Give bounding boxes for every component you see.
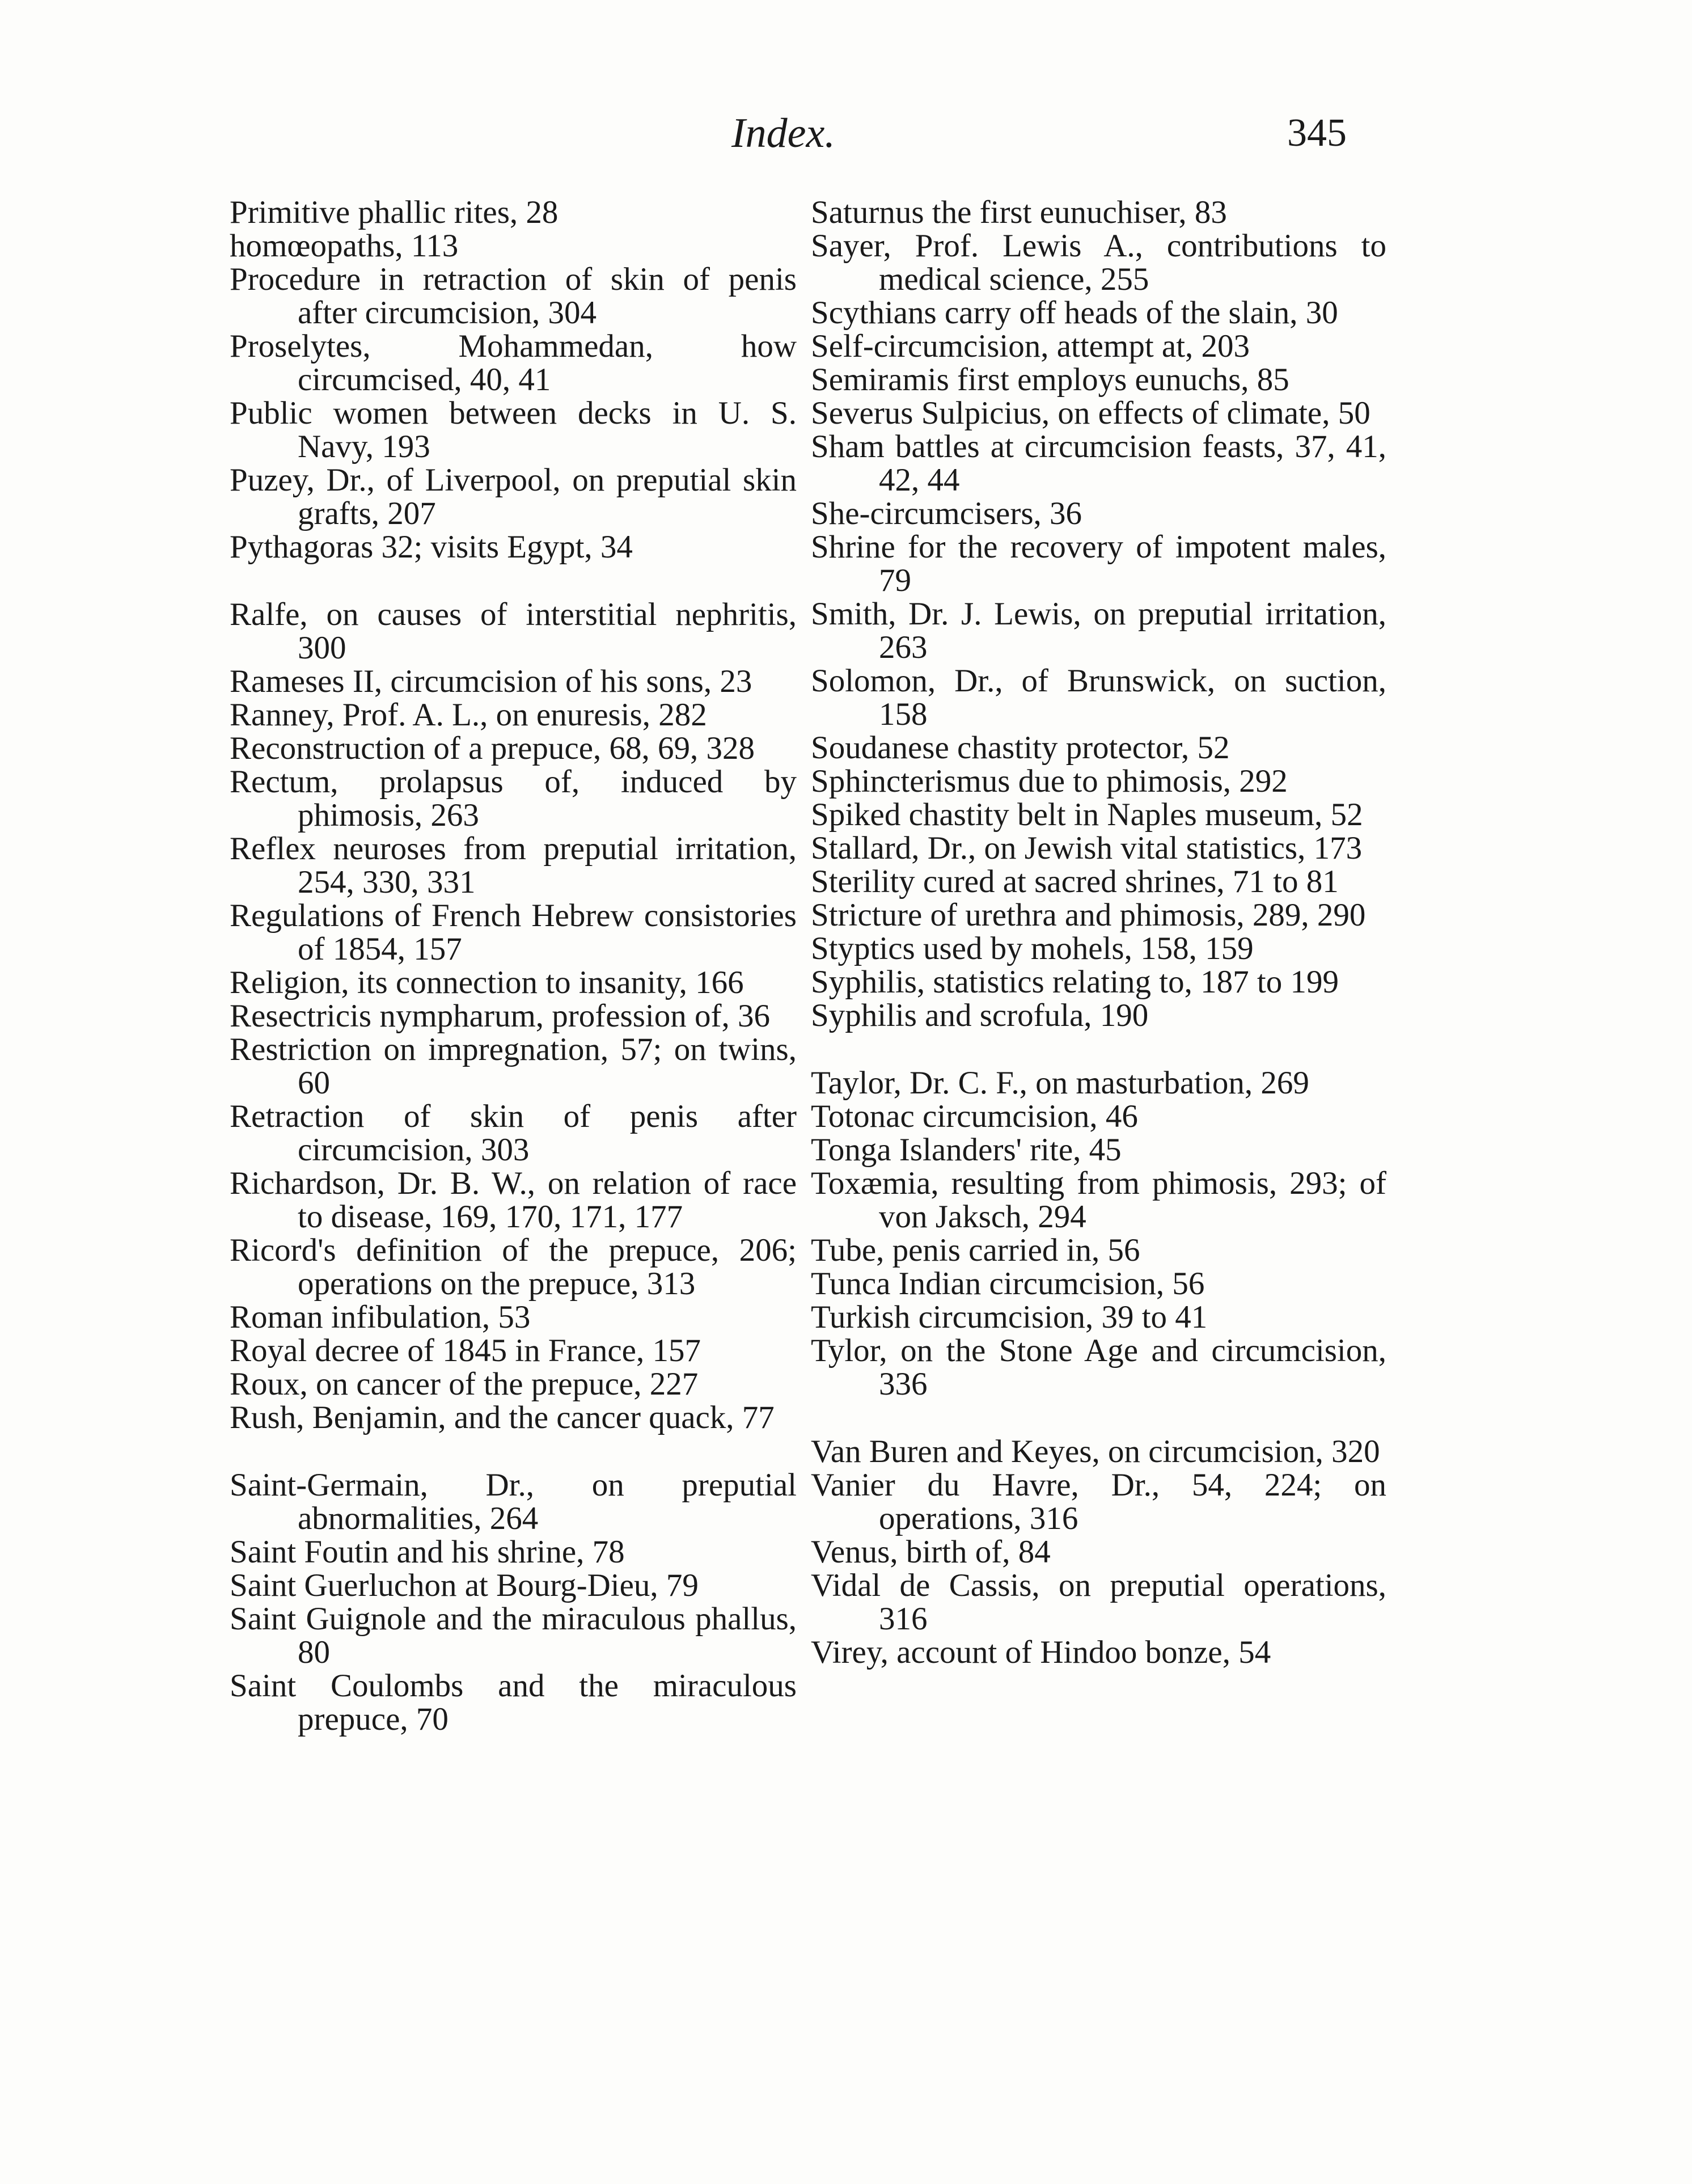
index-entry: Rectum, prolapsus of, induced by phimosis, 263 [230, 764, 797, 833]
index-entry: Self-circumcision, attempt at, 203 [811, 328, 1250, 364]
index-entry: Roman infibulation, 53 [230, 1299, 531, 1335]
index-entry: Puzey, Dr., of Liverpool, on preputial skin grafts, 207 [230, 462, 797, 531]
index-entry: Saint Guerluchon at Bourg-Dieu, 79 [230, 1568, 699, 1603]
index-entry: Tonga Islanders' rite, 45 [811, 1132, 1122, 1168]
index-entry: Proselytes, Mohammedan, how circumcised, 40, 41 [230, 328, 797, 398]
index-entry: Restriction on impregnation, 57; on twins, 60 [230, 1032, 797, 1101]
index-entry: Scythians carry off heads of the slain, 30 [811, 295, 1338, 331]
index-letter-group [230, 1468, 797, 1736]
index-entry: Ralfe, on causes of interstitial nephritis, 300 [230, 597, 797, 666]
index-entry: Shrine for the recovery of impotent males, 79 [811, 529, 1386, 598]
index-entry: Pythagoras 32; visits Egypt, 34 [230, 529, 633, 565]
index-entry: Royal decree of 1845 in France, 157 [230, 1333, 701, 1368]
index-entry: homœopaths, 113 [230, 228, 459, 264]
index-entry: Resectricis nympharum, profession of, 36 [230, 998, 770, 1034]
index-entry: Turkish circumcision, 39 to 41 [811, 1299, 1208, 1335]
index-right-column [811, 196, 1386, 1669]
index-entry: Saint Coulombs and the miraculous prepuce, 70 [230, 1668, 797, 1737]
index-entry: Procedure in retraction of skin of penis after circumcision, 304 [230, 261, 797, 331]
running-head [0, 108, 1692, 159]
index-entry: Totonac circumcision, 46 [811, 1099, 1138, 1134]
index-entry: Stallard, Dr., on Jewish vital statistics, 173 [811, 830, 1363, 866]
index-letter-group [811, 196, 1386, 1032]
index-left-column [230, 196, 797, 1736]
index-letter-group [811, 1435, 1386, 1669]
index-entry: Semiramis first employs eunuchs, 85 [811, 362, 1289, 398]
index-entry: Sterility cured at sacred shrines, 71 to 81 [811, 864, 1339, 899]
index-entry: Rush, Benjamin, and the cancer quack, 77 [230, 1400, 775, 1435]
index-entry: Religion, its connection to insanity, 166 [230, 965, 744, 1000]
index-entry: Tunca Indian circumcision, 56 [811, 1266, 1205, 1302]
index-entry: Ranney, Prof. A. L., on enuresis, 282 [230, 697, 707, 733]
index-entry: Solomon, Dr., of Brunswick, on suction, 158 [811, 663, 1386, 732]
index-entry: She-circumcisers, 36 [811, 496, 1082, 531]
index-entry: Public women between decks in U. S. Navy, 193 [230, 395, 797, 464]
index-entry: Vidal de Cassis, on preputial operations, 316 [811, 1568, 1386, 1637]
index-entry: Spiked chastity belt in Naples museum, 52 [811, 797, 1363, 833]
index-entry: Retraction of skin of penis after circumcision, 303 [230, 1099, 797, 1168]
index-entry: Severus Sulpicius, on effects of climate, 50 [811, 395, 1370, 431]
index-entry: Saint Guignole and the miraculous phallus, 80 [230, 1601, 797, 1670]
index-entry: Sayer, Prof. Lewis A., contributions to medical science, 255 [811, 228, 1386, 297]
index-entry: Vanier du Havre, Dr., 54, 224; on operations, 316 [811, 1467, 1386, 1536]
index-entry: Stricture of urethra and phimosis, 289, 290 [811, 897, 1366, 933]
index-entry: Styptics used by mohels, 158, 159 [811, 931, 1254, 966]
index-entry: Sphincterismus due to phimosis, 292 [811, 763, 1288, 799]
index-entry: Saint-Germain, Dr., on preputial abnormalities, 264 [230, 1467, 797, 1536]
index-entry: Virey, account of Hindoo bonze, 54 [811, 1634, 1271, 1670]
index-entry: Venus, birth of, 84 [811, 1534, 1051, 1570]
page-number: 345 [1287, 111, 1347, 155]
index-entry: Sham battles at circumcision feasts, 37, 41, 42, 44 [811, 429, 1386, 498]
index-entry: Toxæmia, resulting from phimosis, 293; of von Jaksch, 294 [811, 1165, 1386, 1235]
index-entry: Regulations of French Hebrew consistories of 1854, 157 [230, 898, 797, 967]
index-letter-group [230, 196, 797, 564]
index-entry: Saint Foutin and his shrine, 78 [230, 1534, 625, 1570]
index-entry: Richardson, Dr. B. W., on relation of race to disease, 169, 170, 171, 177 [230, 1165, 797, 1235]
index-entry: Reconstruction of a prepuce, 68, 69, 328 [230, 730, 755, 766]
index-entry: Soudanese chastity protector, 52 [811, 730, 1230, 766]
index-entry: Tube, penis carried in, 56 [811, 1232, 1140, 1268]
index-letter-group [811, 1066, 1386, 1401]
index-entry: Syphilis and scrofula, 190 [811, 998, 1149, 1033]
index-entry: Saturnus the first eunuchiser, 83 [811, 195, 1227, 230]
index-entry: Taylor, Dr. C. F., on masturbation, 269 [811, 1065, 1309, 1101]
index-entry: Rameses II, circumcision of his sons, 23 [230, 664, 752, 699]
index-entry: Syphilis, statistics relating to, 187 to 199 [811, 964, 1339, 1000]
index-entry: Roux, on cancer of the prepuce, 227 [230, 1366, 699, 1402]
index-entry: Smith, Dr. J. Lewis, on preputial irritation, 263 [811, 596, 1386, 665]
index-letter-group [230, 598, 797, 1434]
index-entry: Van Buren and Keyes, on circumcision, 320 [811, 1434, 1380, 1469]
running-title: Index. [731, 110, 835, 157]
index-entry: Tylor, on the Stone Age and circumcision, 336 [811, 1333, 1386, 1402]
index-entry: Primitive phallic rites, 28 [230, 195, 559, 230]
index-entry: Ricord's definition of the prepuce, 206; operations on the prepuce, 313 [230, 1232, 797, 1302]
index-entry: Reflex neuroses from preputial irritation, 254, 330, 331 [230, 831, 797, 900]
